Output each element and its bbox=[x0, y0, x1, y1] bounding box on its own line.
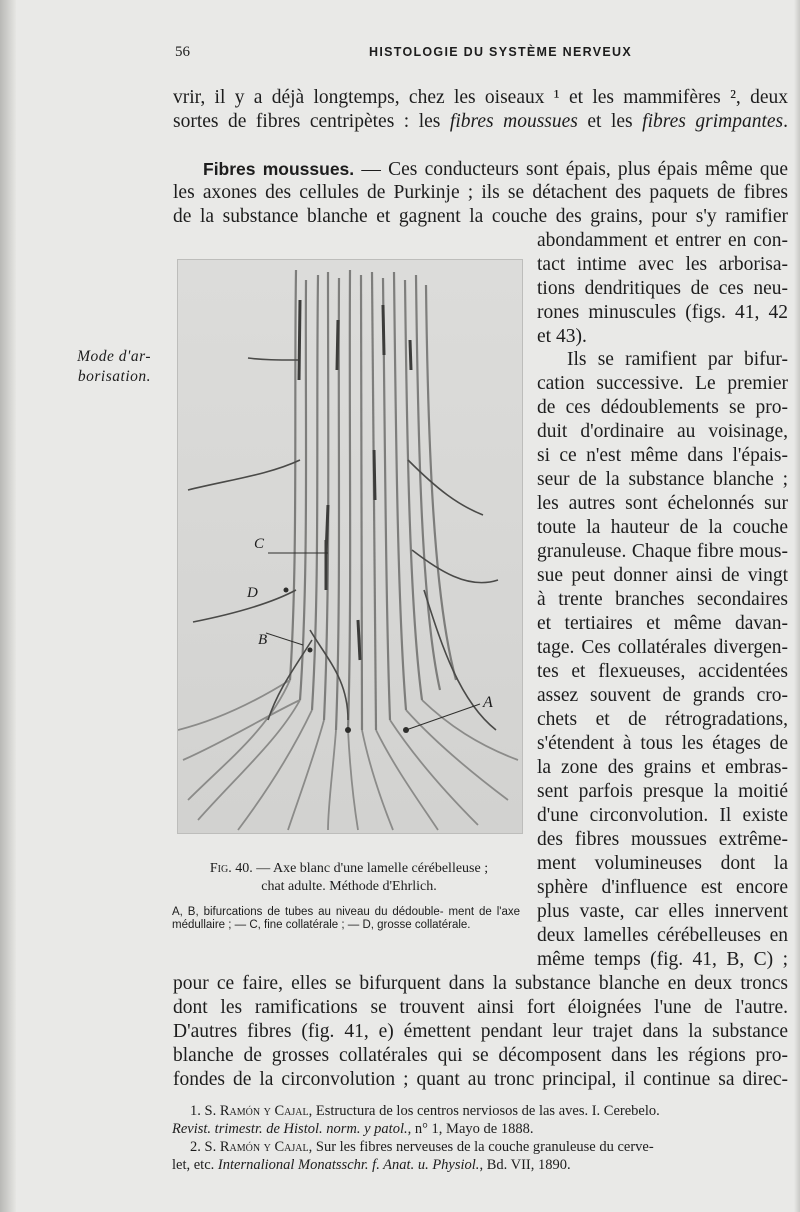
figure-number: Fig. 40. bbox=[209, 861, 253, 876]
column-line: assez souvent de grands cro- bbox=[537, 685, 788, 706]
page-shadow bbox=[0, 0, 16, 1212]
fiber-drawing bbox=[178, 260, 522, 833]
section-line-3: de la substance blanche et gagnent la couche des grains, pour s'y ramifier bbox=[173, 206, 788, 227]
column-line: la zone des grains et embras- bbox=[537, 757, 788, 778]
figure-label-c: C bbox=[254, 536, 265, 552]
column-line: rones minuscules (figs. 41, 42 bbox=[537, 302, 788, 323]
column-line: abondamment et entrer en con- bbox=[537, 230, 788, 251]
footnotes bbox=[172, 1102, 788, 1174]
column-line: cation successive. Le premier bbox=[537, 373, 788, 394]
column-line: sue peut donner ainsi de vingt bbox=[537, 565, 788, 586]
term-fibres-moussues: fibres moussues bbox=[449, 111, 578, 132]
continuation-line: D'autres fibres (fig. 41, e) émettent pendant leur trajet dans la substance bbox=[173, 1021, 788, 1042]
page-edge bbox=[794, 0, 800, 1212]
figure-label-a: A bbox=[483, 694, 493, 711]
caption-text: — Axe blanc d'une lamelle cérébelleuse ; bbox=[252, 861, 489, 876]
column-line: et 43). bbox=[537, 326, 587, 347]
continuation-line: dont les ramifications se trouvent ainsi fort éloignées l'une de l'autre. bbox=[173, 997, 788, 1018]
footnote-text: let, etc. bbox=[172, 1157, 218, 1173]
footnote-1 bbox=[172, 1102, 788, 1120]
column-line: chets et de rétrogradations, bbox=[537, 709, 788, 730]
column-line: ment volumineuses dont la bbox=[537, 853, 788, 874]
footnote-author: S. Ramón y Cajal bbox=[204, 1103, 309, 1119]
column-line: et tertiaires et même davan- bbox=[537, 613, 788, 634]
column-line: Ils se ramifient par bifur- bbox=[567, 349, 788, 370]
footnote-text: , Sur les fibres nerveuses de la couche granuleuse du cerve- bbox=[308, 1139, 654, 1155]
intro-text: sortes de fibres centripètes : les bbox=[173, 111, 450, 132]
column-line: seur de la substance blanche ; bbox=[537, 469, 788, 490]
figure-illustration bbox=[177, 259, 523, 834]
footnote-2-cont bbox=[172, 1156, 788, 1174]
column-line: même temps (fig. 41, B, C) ; bbox=[537, 949, 788, 970]
caption-line-2: chat adulte. Méthode d'Ehrlich. bbox=[261, 879, 437, 894]
column-line: sphère d'influence est encore bbox=[537, 877, 788, 898]
column-line: d'une circonvolution. Il existe bbox=[537, 805, 788, 826]
intro-text: et les bbox=[577, 111, 643, 132]
continuation-line: fondes de la circonvolution ; quant au tronc principal, il continue sa direc- bbox=[173, 1069, 788, 1090]
footnote-2 bbox=[172, 1138, 788, 1156]
section-heading: Fibres moussues. bbox=[203, 159, 355, 179]
intro-line-2 bbox=[173, 110, 788, 134]
figure-label-b: B bbox=[258, 632, 268, 648]
page-number: 56 bbox=[175, 44, 190, 60]
intro-line-1: vrir, il y a déjà longtemps, chez les oiseaux ¹ et les mammifères ², deux bbox=[173, 87, 788, 108]
section-text: — Ces conducteurs sont épais, plus épais même que bbox=[354, 159, 788, 180]
running-title: HISTOLOGIE DU SYSTÈME NERVEUX bbox=[369, 45, 632, 59]
footnote-journal: Revist. trimestr. de Histol. norm. y patol. bbox=[172, 1121, 408, 1137]
footnote-text: , Estructura de los centros nerviosos de las aves. I. Cerebelo. bbox=[308, 1103, 660, 1119]
footnote-text: , Bd. VII, 1890. bbox=[479, 1157, 571, 1173]
column-line: tes et flexueuses, accidentées bbox=[537, 661, 788, 682]
section-line-2: les axones des cellules de Purkinje ; ils se détachent des paquets de fibres bbox=[173, 182, 788, 203]
figure-label-d: D bbox=[247, 585, 258, 601]
caption-line-1 bbox=[172, 860, 526, 878]
section-line-1 bbox=[203, 157, 788, 182]
column-line: les autres sont échelonnés sur bbox=[537, 493, 788, 514]
column-line: toute la hauteur de la couche bbox=[537, 517, 788, 538]
margin-note bbox=[56, 347, 151, 387]
margin-note-line: Mode d'ar- bbox=[77, 348, 151, 365]
column-line: tage. Ces collatérales divergen- bbox=[537, 637, 788, 658]
column-line: tact intime avec les arborisa- bbox=[537, 254, 788, 275]
column-line: deux lamelles cérébelleuses en bbox=[537, 925, 788, 946]
column-line: de ces dédoublements se pro- bbox=[537, 397, 788, 418]
footnote-author: S. Ramón y Cajal bbox=[204, 1139, 309, 1155]
figure-legend: A, B, bifurcations de tubes au niveau du dédouble- ment de l'axe médullaire ; — C, fine collatérale ; — D, grosse collatérale. bbox=[172, 906, 520, 931]
footnote-1-cont bbox=[172, 1120, 788, 1138]
column-line: plus vaste, car elles innervent bbox=[537, 901, 788, 922]
column-line: à trente branches secondaires bbox=[537, 589, 788, 610]
column-line: duit d'ordinaire au voisinage, bbox=[537, 421, 788, 442]
margin-note-line: borisation. bbox=[77, 368, 151, 385]
footnote-number: 2. bbox=[190, 1139, 201, 1155]
figure-caption bbox=[172, 860, 526, 896]
footnote-text: , n° 1, Mayo de 1888. bbox=[407, 1121, 534, 1137]
term-fibres-grimpantes: fibres grimpantes bbox=[642, 111, 784, 132]
column-line: des fibres moussues extrême- bbox=[537, 829, 788, 850]
continuation-line: blanche de grosses collatérales qui se décomposent dans les régions pro- bbox=[173, 1045, 788, 1066]
footnote-number: 1. bbox=[190, 1103, 201, 1119]
column-line: tions dendritiques de ces neu- bbox=[537, 278, 788, 299]
column-line: sent parfois presque la moitié bbox=[537, 781, 788, 802]
continuation-line: pour ce faire, elles se bifurquent dans la substance blanche en deux troncs bbox=[173, 973, 788, 994]
column-line: s'étendent à tous les étages de bbox=[537, 733, 788, 754]
intro-text: . bbox=[783, 111, 789, 132]
column-line: granuleuse. Chaque fibre mous- bbox=[537, 541, 788, 562]
column-line: si ce n'est même dans l'épais- bbox=[537, 445, 788, 466]
footnote-journal: Internalional Monatsschr. f. Anat. u. Physiol. bbox=[217, 1157, 480, 1173]
page-header bbox=[175, 44, 787, 66]
